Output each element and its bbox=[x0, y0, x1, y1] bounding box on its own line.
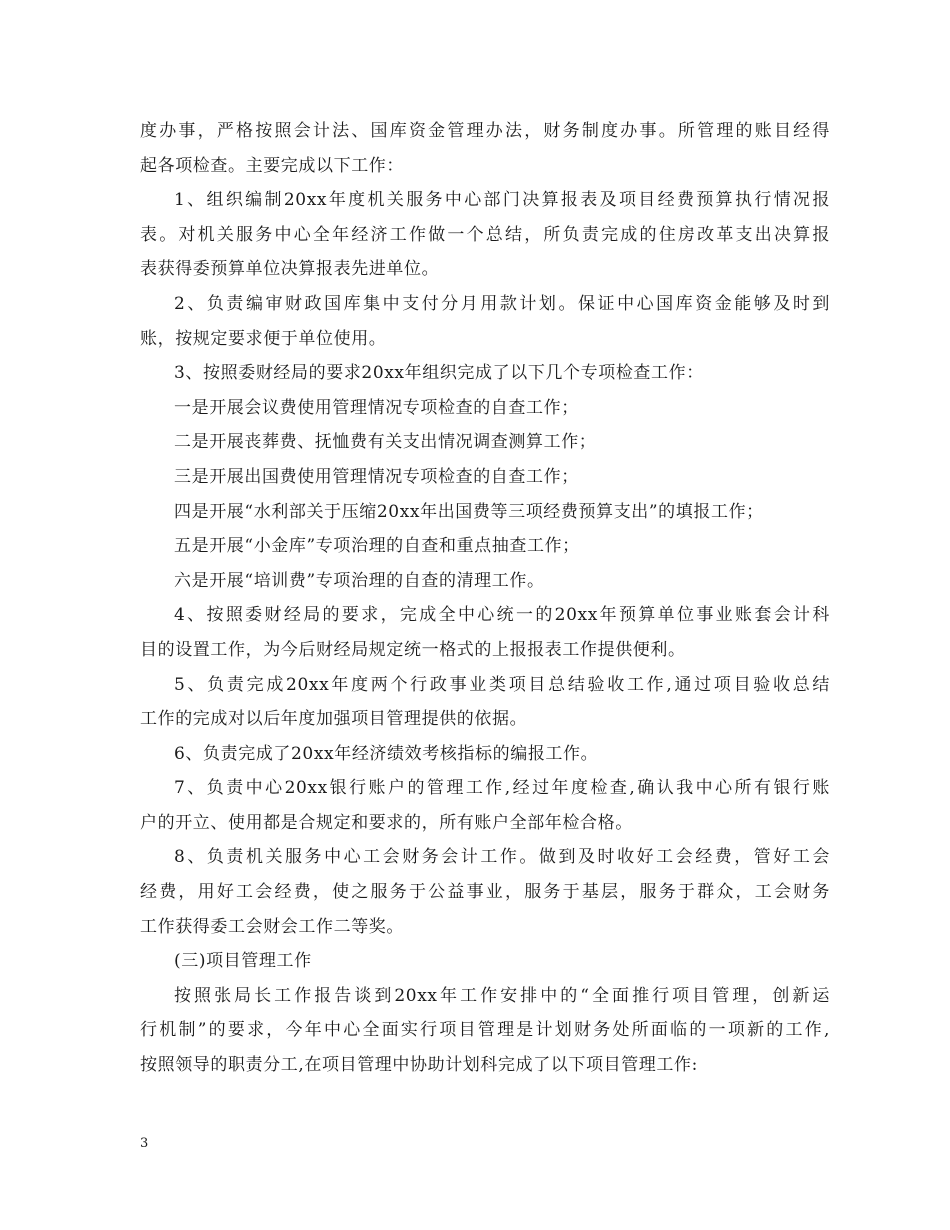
text-line: 2、负责编审财政国库集中支付分月用款计划。保证中心国库资金能够及时到 bbox=[174, 293, 830, 314]
text-line: 工作的完成对以后年度加强项目管理提供的依据。 bbox=[140, 709, 528, 730]
text-line: 度办事，严格按照会计法、国库资金管理办法，财务制度办事。所管理的账目经得 bbox=[140, 121, 830, 141]
page-number: 3 bbox=[140, 1136, 149, 1151]
text-line: 按照领导的职责分工,在项目管理中协助计划科完成了以下项目管理工作: bbox=[140, 1055, 698, 1076]
text-line: 3、按照委财经局的要求20xx年组织完成了以下几个专项检查工作： bbox=[174, 363, 704, 384]
text-line: 三是开展出国费使用管理情况专项检查的自查工作； bbox=[174, 466, 579, 487]
text-line: 行机制”的要求，今年中心全面实行项目管理是计划财务处所面临的一项新的工作, bbox=[140, 1020, 830, 1041]
text-line: 一是开展会议费使用管理情况专项检查的自查工作； bbox=[174, 397, 579, 418]
text-line: 四是开展“水利部关于压缩20xx年出国费等三项经费预算支出”的填报工作； bbox=[174, 501, 764, 522]
text-line: 4、按照委财经局的要求，完成全中心统一的20xx年预算单位事业账套会计科 bbox=[174, 605, 830, 626]
text-line: 户的开立、使用都是合规定和要求的，所有账户全部年检合格。 bbox=[140, 812, 633, 833]
text-line: 五是开展“小金库”专项治理的自查和重点抽查工作； bbox=[174, 536, 580, 557]
text-line: 表。对机关服务中心全年经济工作做一个总结，所负责完成的住房改革支出决算报 bbox=[140, 224, 830, 245]
text-line: 8、负责机关服务中心工会财务会计工作。做到及时收好工会经费，管好工会 bbox=[174, 847, 830, 868]
text-line: 6、负责完成了20xx年经济绩效考核指标的编报工作。 bbox=[174, 743, 599, 764]
text-line: 六是开展“培训费”专项治理的自查的清理工作。 bbox=[174, 570, 545, 591]
text-line: 二是开展丧葬费、抚恤费有关支出情况调查测算工作； bbox=[174, 432, 597, 453]
text-line: 起各项检查。主要完成以下工作： bbox=[140, 155, 404, 176]
text-line: 目的设置工作，为今后财经局规定统一格式的上报报表工作提供便利。 bbox=[140, 639, 686, 660]
text-line: (三)项目管理工作 bbox=[174, 951, 312, 972]
text-line: 5、负责完成20xx年度两个行政事业类项目总结验收工作,通过项目验收总结 bbox=[174, 674, 830, 695]
text-line: 工作获得委工会财会工作二等奖。 bbox=[140, 916, 404, 937]
text-line: 账，按规定要求便于单位使用。 bbox=[140, 328, 387, 349]
text-line: 按照张局长工作报告谈到20xx年工作安排中的“全面推行项目管理，创新运 bbox=[174, 985, 830, 1006]
text-line: 经费，用好工会经费，使之服务于公益事业，服务于基层，服务于群众，工会财务 bbox=[140, 882, 830, 903]
document-body bbox=[140, 114, 830, 1083]
text-line: 表获得委预算单位决算报表先进单位。 bbox=[140, 259, 440, 280]
text-line: 1、组织编制20xx年度机关服务中心部门决算报表及项目经费预算执行情况报 bbox=[174, 190, 830, 211]
text-line: 7、负责中心20xx银行账户的管理工作,经过年度检查,确认我中心所有银行账 bbox=[174, 778, 830, 799]
